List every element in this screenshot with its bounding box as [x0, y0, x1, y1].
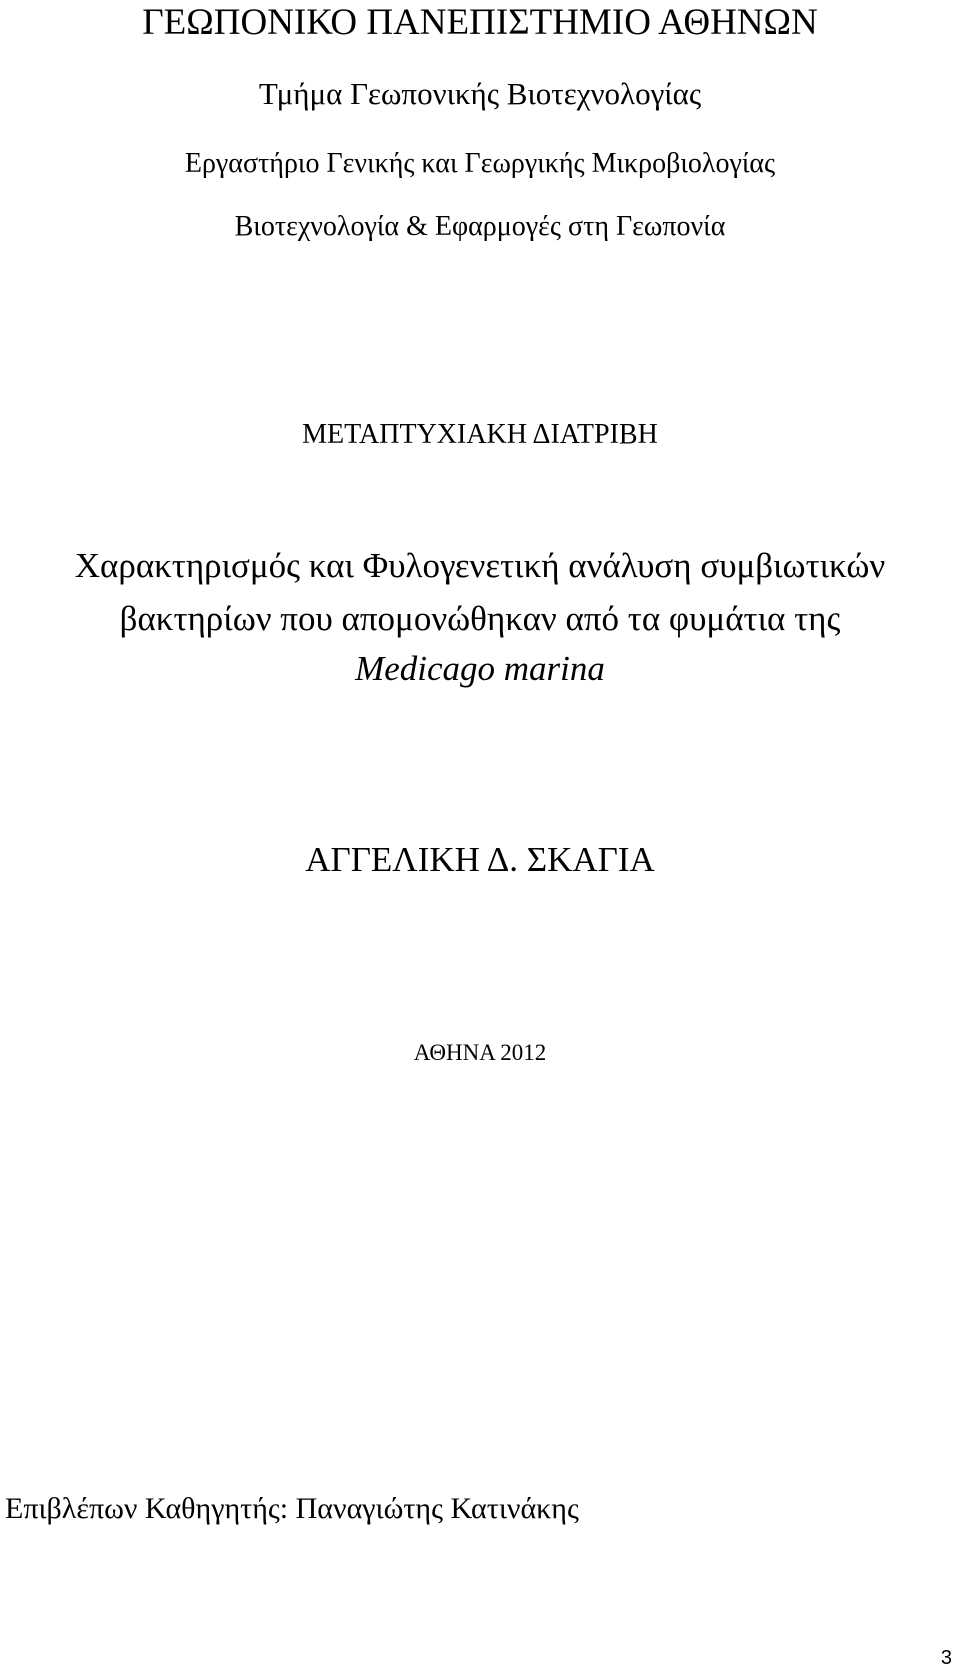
thesis-title-line-2: βακτηρίων που απομονώθηκαν από τα φυμάτια της: [119, 599, 841, 638]
thesis-title-line-1: Χαρακτηρισμός και Φυλογενετική ανάλυση συμβιωτικών: [74, 546, 886, 585]
thesis-type: ΜΕΤΑΠΤΥΧΙΑΚΗ ΔΙΑΤΡΙΒΗ: [302, 419, 658, 450]
author-name: ΑΓΓΕΛΙΚΗ Δ. ΣΚΑΓΙΑ: [305, 840, 655, 879]
page-number: 3: [940, 1647, 952, 1669]
laboratory-name: Εργαστήριο Γενικής και Γεωργικής Μικροβιολογίας: [184, 148, 776, 179]
programme-name: Βιοτεχνολογία & Εφαρμογές στη Γεωπονία: [234, 211, 726, 242]
place-year: ΑΘΗΝΑ 2012: [413, 1040, 547, 1065]
thesis-title-species: Medicago marina: [355, 649, 605, 688]
department-name: Τμήμα Γεωπονικής Βιοτεχνολογίας: [258, 76, 702, 111]
supervisor: Επιβλέπων Καθηγητής: Παναγιώτης Κατινάκης: [5, 1492, 579, 1525]
university-name: ΓΕΩΠΟΝΙΚΟ ΠΑΝΕΠΙΣΤΗΜΙΟ ΑΘΗΝΩΝ: [142, 2, 818, 43]
